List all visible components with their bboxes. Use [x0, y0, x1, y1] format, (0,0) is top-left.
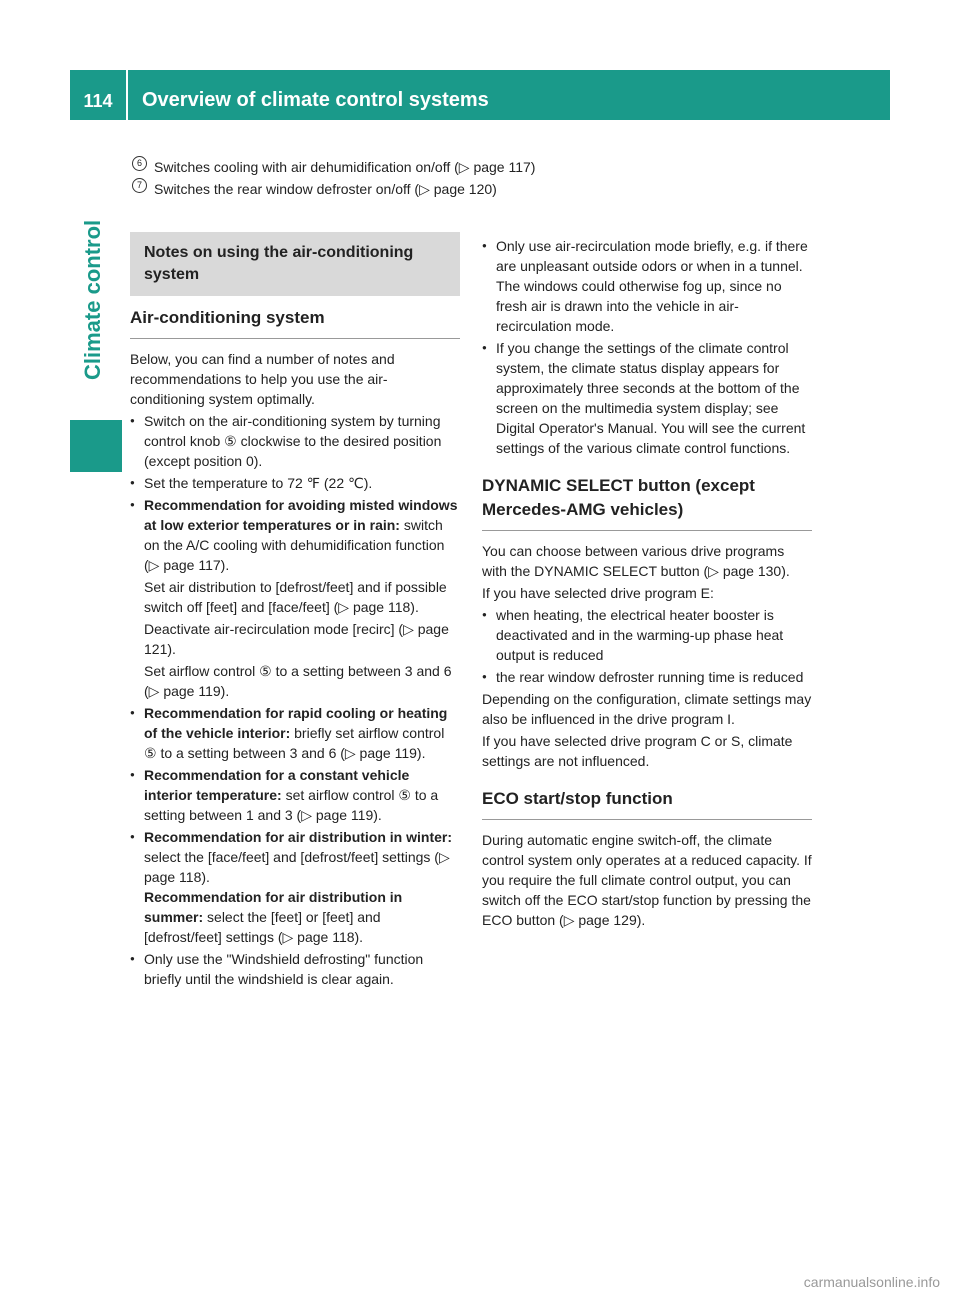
bullet-text: select the [feet] or [feet] and [defrost/feet] settings (▷ page 118).: [144, 909, 381, 945]
list-item: [130, 178, 830, 200]
list-item: [130, 411, 460, 471]
list-item: [482, 667, 812, 687]
bullet-text: when heating, the electrical heater booster is deactivated and in the warming-up phase heat output is reduced: [496, 607, 784, 663]
header-divider: [126, 70, 128, 120]
top-item-list: [130, 156, 830, 200]
bullet-bold: Recommendation for air distribution in summer:: [144, 889, 403, 925]
item-text: Switches the rear window defroster on/off (▷ page 120): [154, 181, 497, 197]
bullet-bold: Recommendation for avoiding misted windows at low exterior temperatures or in rain:: [144, 497, 458, 533]
list-item: [130, 703, 460, 763]
bullet-text: the rear window defroster running time is reduced: [496, 669, 804, 685]
bullet-text: select the [face/feet] and [defrost/feet] settings (▷ page 118).: [144, 849, 450, 885]
list-item: [482, 605, 812, 665]
bullet-sub: Set air distribution to [defrost/feet] and if possible switch off [feet] and [face/feet] (▷ page 118).: [144, 579, 447, 615]
bullet-text: Switch on the air-conditioning system by turning control knob ⑤ clockwise to the desired position (except position 0).: [144, 413, 442, 469]
site-watermark: carmanualsonline.info: [803, 1274, 940, 1290]
subsection-heading: Air-conditioning system: [130, 306, 460, 339]
subsection-heading: DYNAMIC SELECT button (except Mercedes-AMG vehicles): [482, 474, 812, 531]
bullet-bold: Recommendation for a constant vehicle interior temperature:: [144, 767, 410, 803]
side-marker: [70, 420, 122, 472]
side-label-text: Climate control: [80, 219, 105, 380]
bullet-bold: Recommendation for rapid cooling or heating of the vehicle interior:: [144, 705, 448, 741]
item-number: 6: [132, 156, 147, 171]
left-column: [130, 232, 460, 991]
page-title: Overview of climate control systems: [142, 89, 489, 111]
bullet-text: If you change the settings of the climate control system, the climate status display appears for approximately three seconds at the bottom of the screen on the multimedia system display; see Digital Operator's Manual. You will see the current settings of the various climate control functions.: [496, 340, 806, 456]
page-number: 114: [83, 91, 113, 111]
section-heading: Notes on using the air-conditioning system: [130, 232, 460, 296]
paragraph: Depending on the configuration, climate settings may also be influenced in the drive program I.: [482, 691, 812, 727]
bullet-text: briefly set airflow control ⑤ to a setting between 3 and 6 (▷ page 119).: [144, 725, 445, 761]
bullet-sub: Deactivate air-recirculation mode [recirc] (▷ page 121).: [144, 621, 449, 657]
list-item: [130, 495, 460, 701]
bullet-sub: Set airflow control ⑤ to a setting between 3 and 6 (▷ page 119).: [144, 663, 452, 699]
bullet-bold: Recommendation for air distribution in winter:: [144, 829, 453, 845]
right-column: [482, 236, 812, 932]
paragraph: During automatic engine switch-off, the climate control system only operates at a reduced capacity. If you require the full climate control output, you can switch off the ECO start/stop function by pressing the ECO button (▷ page 129).: [482, 832, 812, 928]
item-number: 7: [132, 178, 147, 193]
paragraph: If you have selected drive program E:: [482, 585, 714, 601]
bullet-text: Only use the "Windshield defrosting" function briefly until the windshield is clear again.: [144, 951, 424, 987]
list-item: [482, 236, 812, 336]
list-item: [130, 949, 460, 989]
paragraph: You can choose between various drive programs with the DYNAMIC SELECT button (▷ page 130).: [482, 543, 790, 579]
list-item: [130, 156, 830, 178]
bullet-text: Set the temperature to 72 ℉ (22 ℃).: [144, 475, 373, 491]
intro-paragraph: Below, you can find a number of notes and recommendations to help you use the air-conditioning system optimally.: [130, 351, 395, 407]
bullet-text: switch on the A/C cooling with dehumidification function (▷ page 117).: [144, 517, 445, 573]
paragraph: If you have selected drive program C or S, climate settings are not influenced.: [482, 733, 793, 769]
list-item: [482, 338, 812, 458]
bullet-text: set airflow control ⑤ to a setting between 1 and 3 (▷ page 119).: [144, 787, 439, 823]
bullet-text: Only use air-recirculation mode briefly, e.g. if there are unpleasant outside odors or when in a tunnel. The windows could otherwise fog up, since no fresh air is drawn into the vehicle in air-recirculation mode.: [496, 238, 808, 334]
list-item: [130, 827, 460, 947]
subsection-heading: ECO start/stop function: [482, 787, 812, 820]
item-text: Switches cooling with air dehumidification on/off (▷ page 117): [154, 159, 536, 175]
list-item: [130, 473, 460, 493]
list-item: [130, 765, 460, 825]
